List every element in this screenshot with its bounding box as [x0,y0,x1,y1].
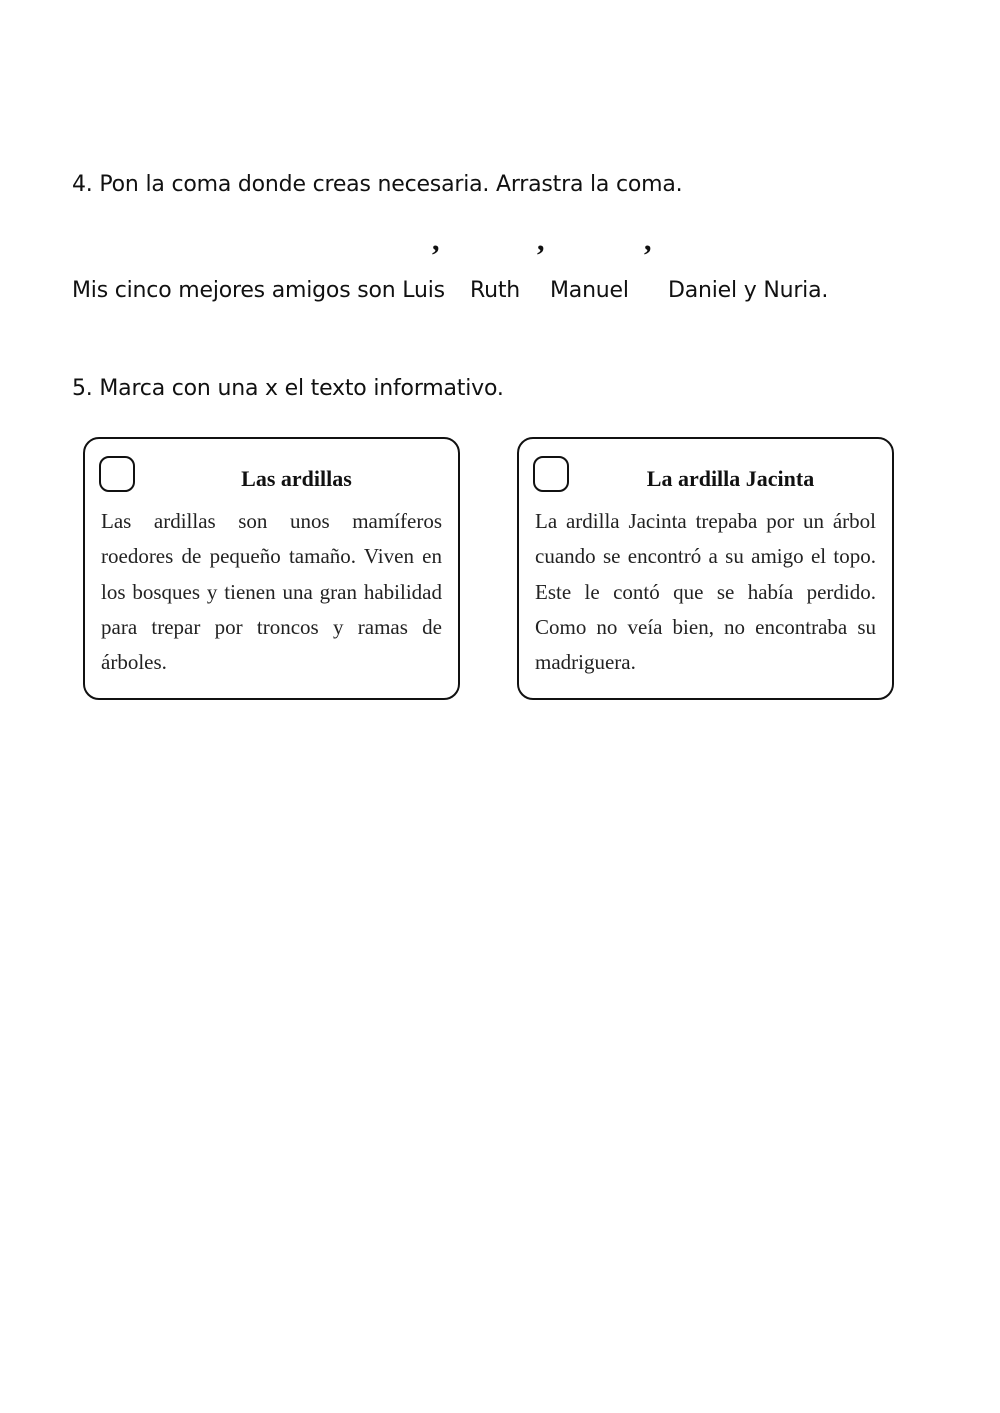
text-card-las-ardillas [83,437,460,700]
draggable-comma[interactable]: , [432,224,440,257]
draggable-comma[interactable]: , [537,224,545,257]
sentence-word-ruth: Ruth [470,278,521,303]
text-card-la-ardilla-jacinta [517,437,894,700]
card-title: La ardilla Jacinta [646,466,815,491]
question-4-prompt: 4. Pon la coma donde creas necesaria. Arrastra la coma. [72,172,683,197]
question-5-prompt: 5. Marca con una x el texto informativo. [72,376,504,401]
text-card-checkbox[interactable] [99,456,135,492]
sentence-word-manuel: Manuel [550,278,629,303]
draggable-comma[interactable]: , [644,224,652,257]
text-card-checkbox[interactable] [533,456,569,492]
card-text: La ardilla Jacinta trepaba por un árbol cuando se encontró a su amigo el topo. Este le contó que se había perdido. Como no veía bien, no encontraba su madriguera. [535,509,876,675]
card-title: Las ardillas [241,466,352,491]
sentence-end: Daniel y Nuria. [668,278,829,303]
card-text: Las ardillas son unos mamíferos roedores de pequeño tamaño. Viven en los bosques y tienen una gran habilidad para trepar por troncos y ramas de árboles. [101,509,442,675]
sentence-start: Mis cinco mejores amigos son Luis [72,278,445,303]
